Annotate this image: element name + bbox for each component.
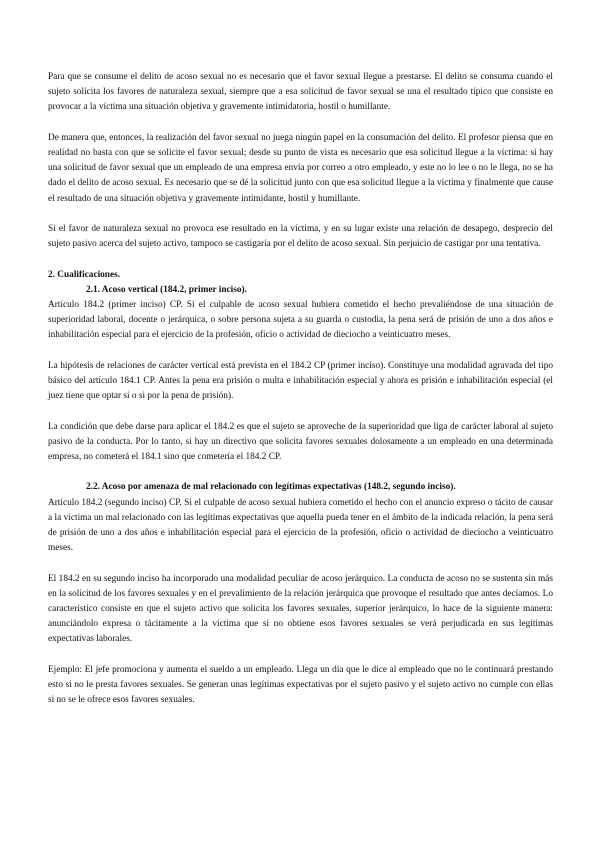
paragraph-consumacion: Para que se consume el delito de acoso sexual no es necesario que el favor sexual llegue a prestarse. El delito se consuma cuando el sujeto solicita los favores de naturaleza sexual, siempre que a esa solicitud de favor sexual se una el resultado típico que consiste en provocar a la víctima una situación objetiva y gravemente intimidatoria, hostil o humillante. (48, 72, 553, 113)
paragraph-realizacion-favor: De manera que, entonces, la realización del favor sexual no juega ningún papel en la consumación del delito. El profesor piensa que en realidad no basta con que se solicite el favor sexual; desde su punto de vista es necesario que esa solicitud llegue a la víctima: si hay una solicitud de favor sexual que un empleado de una empresa envía por correo a otro empleado, y este no lo lee o no le llega, no se ha dado el delito de acoso sexual. Es necesario que se dé la solicitud junto con que esa solicitud llegue a la víctima y finalmente que cause el resultado de una situación objetiva y gravemente intimidante, hostil y humillante. (48, 132, 553, 204)
subsection-heading-acoso-vertical: 2.1. Acoso vertical (184.2, primer inciso). (86, 284, 247, 295)
paragraph-tentativa: Si el favor de naturaleza sexual no provoca ese resultado en la víctima, y en su lugar existe una relación de desapego, desprecio del sujeto pasivo acerca del sujeto activo, tampoco se castigaría por el delito de acoso sexual. Sin perjuicio de castigar por una tentativa. (48, 224, 553, 250)
paragraph-articulo-184-2-primer: Artículo 184.2 (primer inciso) CP. Si el culpable de acoso sexual hubiera cometido el hecho prevaliéndose de una situación de superioridad laboral, docente o jerárquica, o sobre persona sujeta a su guarda o custodia, la pena será de prisión de uno a dos años e inhabilitación especial para el ejercicio de la profesión, oficio o actividad de dieciocho a veinticuatro meses. (48, 300, 553, 341)
paragraph-ejemplo: Ejemplo: El jefe promociona y aumenta el sueldo a un empleado. Llega un día que le dice al empleado que no le continuará prestando esto si no le presta favores sexuales. Se generan unas legítimas expectativas por el sujeto pasivo y el sujeto activo no cumple con ellas si no se le ofrece esos favores sexuales. (48, 664, 553, 706)
paragraph-condicion: La condición que debe darse para aplicar el 184.2 es que el sujeto se aproveche de la superioridad que liga de carácter laboral al sujeto pasivo de la conducta. Por lo tanto, si hay un directivo que solicita favores sexuales dolosamente a un empleado en una determinada empresa, no cometerá el 184.1 sino que cometería el 184.2 CP. (48, 421, 553, 462)
paragraph-modalidad-peculiar: El 184.2 en su segundo inciso ha incorporado una modalidad peculiar de acoso jerárquico. La conducta de acoso no se sustenta sin más en la solicitud de los favores sexuales y en el prevalimiento de la relación jerárquica que provoque el resultado que antes decíamos. Lo característico consiste en que el sujeto activo que solicita los favores sexuales, superior jerárquico, lo hace de la siguiente manera: anunciándolo expresa o tácitamente a la víctima que si no obtiene esos favores sexuales se verá perjudicada en sus legítimas expectativas laborales. (48, 573, 553, 645)
section-heading-cualificaciones: 2. Cualificaciones. (48, 269, 121, 280)
paragraph-hipotesis-vertical: La hipótesis de relaciones de carácter vertical está prevista en el 184.2 CP (primer inciso). Constituye una modalidad agravada del tipo básico del artículo 184.1 CP. Antes la pena era prisión o multa e inhabilitación especial y ahora es prisión e inhabilitación especial (el juez tiene que optar si o si por la pena de prisión). (48, 360, 553, 402)
subsection-heading-amenaza: 2.2. Acoso por amenaza de mal relacionado con legítimas expectativas (148.2, segundo inciso). (86, 482, 456, 493)
paragraph-articulo-184-2-segundo: Artículo 184.2 (segundo inciso) CP. Si el culpable de acoso sexual hubiera cometido el hecho con el anuncio expreso o tácito de causar a la víctima un mal relacionado con las legítimas expectativas que aquella pueda tener en el ámbito de la indicada relación, la pena será de prisión de uno a dos años e inhabilitación especial para el ejercicio de la profesión, oficio o actividad de dieciocho a veinticuatro meses. (48, 497, 553, 554)
